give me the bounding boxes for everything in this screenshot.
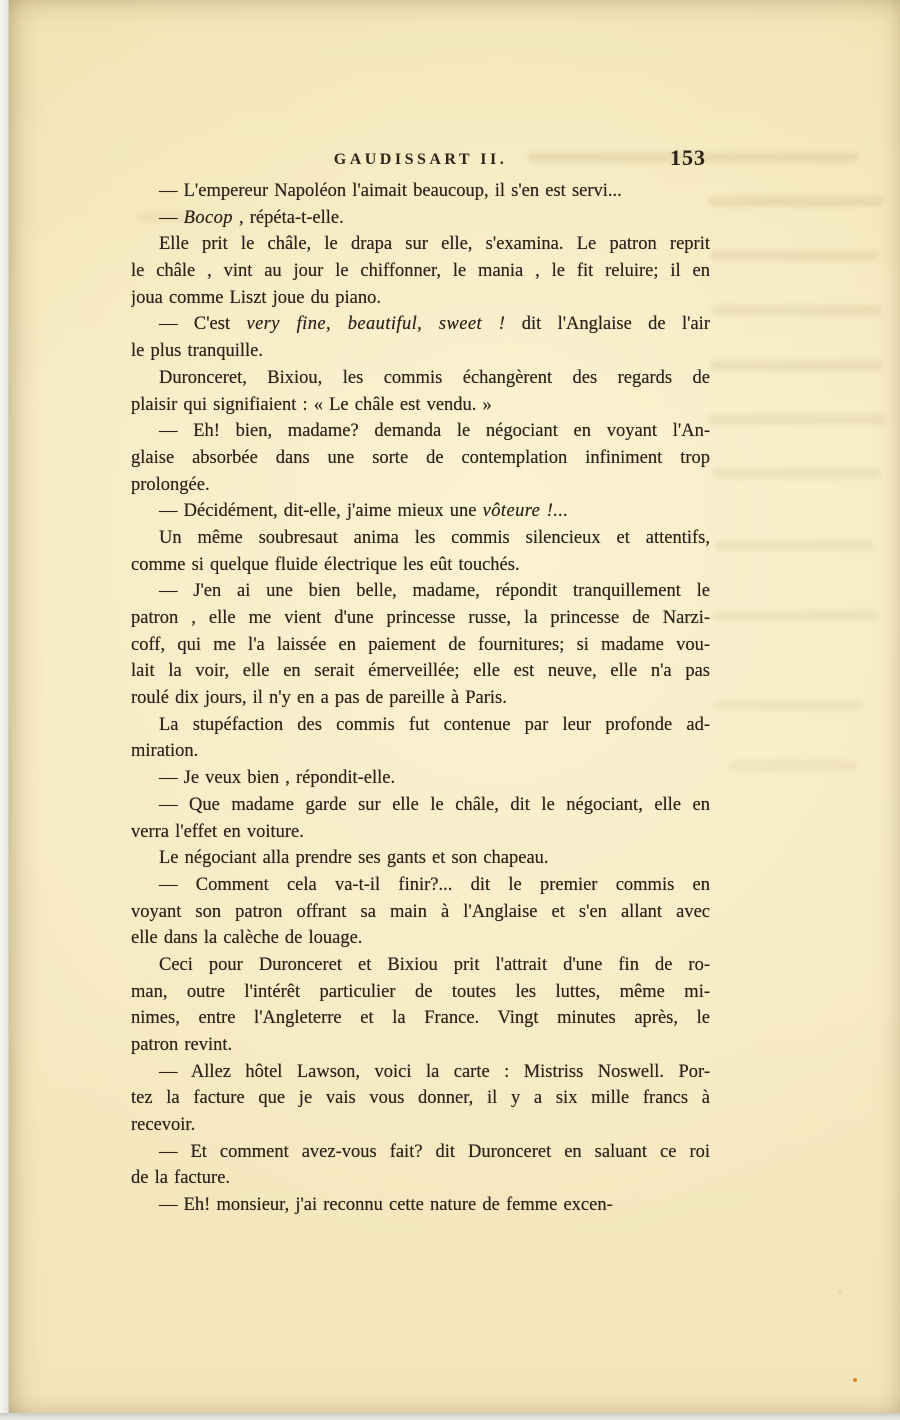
running-title: GAUDISSART II. [333, 151, 508, 168]
text-run: , répéta-t-elle. [232, 207, 344, 228]
scan-edge-left [0, 0, 9, 1420]
text-line [131, 1032, 710, 1059]
text-run: de la facture. [131, 1168, 231, 1189]
text-line [131, 205, 710, 232]
text-line [131, 712, 710, 739]
text-run: comme si quelque fluide électrique les eût touchés. [131, 554, 520, 575]
text-run: prolongée. [131, 474, 210, 495]
text-line [131, 658, 710, 685]
text-run: lait la voir, elle en serait émerveillée; elle est neuve, elle n'a pas [131, 661, 710, 682]
text-run: Ceci pour Duronceret et Bixiou prit l'attrait d'une fin de ro- [159, 954, 710, 975]
text-line [131, 1139, 710, 1166]
text-run: joua comme Liszt joue du piano. [131, 287, 381, 308]
text-line [131, 231, 710, 258]
text-run: nimes, entre l'Angleterre et la France. Vingt minutes après, le [131, 1008, 710, 1029]
text-line [131, 845, 710, 872]
text-line [131, 792, 710, 819]
text-run: tez la facture que je vais vous donner, il y a six mille francs à [131, 1088, 710, 1109]
text-run: plaisir qui signifiaient : « Le châle est vendu. » [131, 394, 492, 415]
text-run: — J'en ai une bien belle, madame, répondit tranquillement le [159, 581, 710, 602]
text-line [131, 1192, 710, 1219]
text-line [131, 765, 710, 792]
book-page [8, 0, 900, 1413]
text-run: elle dans la calèche de louage. [131, 928, 363, 949]
text-line [131, 605, 710, 632]
text-line [131, 365, 710, 392]
text-line [131, 578, 710, 605]
text-run: recevoir. [131, 1115, 196, 1136]
text-run: — Et comment avez-vous fait? dit Duronceret en saluant ce roi [159, 1141, 710, 1162]
text-run: le châle , vint au jour le chiffonner, le mania , le fit reluire; il en [131, 261, 710, 282]
scan-edge-bottom [0, 1413, 900, 1420]
text-line [131, 738, 710, 765]
text-line [131, 418, 710, 445]
text-run: roulé dix jours, il n'y en a pas de pareille à Paris. [131, 688, 507, 709]
text-line [131, 445, 710, 472]
text-line [131, 819, 710, 846]
text-run: — [159, 207, 184, 228]
text-line [131, 498, 710, 525]
text-line [131, 899, 710, 926]
text-block [131, 178, 710, 1219]
text-line [131, 1085, 710, 1112]
text-run: — Allez hôtel Lawson, voici la carte : Mistriss Noswell. Por- [159, 1061, 710, 1082]
text-line [131, 1059, 710, 1086]
text-run: — Que madame garde sur elle le châle, dit le négociant, elle en [159, 794, 710, 815]
text-run: — Eh! monsieur, j'ai reconnu cette nature de femme excen- [159, 1195, 613, 1216]
text-run: voyant son patron offrant sa main à l'Anglaise et s'en allant avec [131, 901, 710, 922]
page-number: 153 [670, 145, 706, 170]
text-line [131, 632, 710, 659]
text-line [131, 952, 710, 979]
text-line [131, 285, 710, 312]
text-run: — Décidément, dit-elle, j'aime mieux une [159, 501, 483, 522]
text-run: patron , elle me vient d'une princesse russe, la princesse de Narzi- [131, 608, 710, 628]
text-run: verra l'effet en voiture. [131, 821, 304, 842]
text-run: patron revint. [131, 1035, 233, 1055]
text-line [131, 552, 710, 579]
text-run: glaise absorbée dans une sorte de contemplation infiniment trop [131, 447, 710, 468]
text-line [131, 338, 710, 365]
italic-text-run: very fine, beautiful, sweet ! [246, 314, 506, 335]
text-line [131, 311, 710, 338]
text-line [131, 392, 710, 419]
text-run: La stupéfaction des commis fut contenue par leur profonde ad- [159, 714, 710, 735]
text-line [131, 1005, 710, 1032]
italic-text-run: vôteure !... [482, 501, 569, 522]
text-line [131, 979, 710, 1006]
text-line [131, 258, 710, 285]
text-run: man, outre l'intérêt particulier de toutes les luttes, même mi- [131, 981, 710, 1002]
text-run: — Comment cela va-t-il finir?... dit le premier commis en [159, 874, 710, 895]
text-run: coff, qui me l'a laissée en paiement de fournitures; si madame vou- [131, 634, 710, 655]
text-run: Elle prit le châle, le drapa sur elle, s'examina. Le patron reprit [159, 234, 710, 255]
text-run: Le négociant alla prendre ses gants et son chapeau. [159, 848, 549, 869]
text-run: miration. [131, 741, 199, 762]
text-run: — L'empereur Napoléon l'aimait beaucoup, il s'en est servi... [159, 181, 622, 201]
text-run: le plus tranquille. [131, 341, 263, 362]
text-run: Duronceret, Bixiou, les commis échangèrent des regards de [159, 367, 710, 388]
text-run: Un même soubresaut anima les commis silencieux et attentifs, [159, 527, 710, 548]
page-header [133, 147, 708, 179]
text-run: — Je veux bien , répondit-elle. [159, 768, 396, 789]
text-line [131, 685, 710, 712]
text-line [131, 872, 710, 899]
text-line [131, 1112, 710, 1139]
text-line [131, 1165, 710, 1192]
text-line [131, 525, 710, 552]
text-run: — Eh! bien, madame? demanda le négociant en voyant l'An- [159, 421, 710, 442]
italic-text-run: Bocop [183, 207, 233, 228]
text-run: — C'est [159, 314, 247, 335]
text-line [131, 925, 710, 952]
text-line [131, 178, 710, 205]
text-run: dit l'Anglaise de l'air [505, 314, 710, 335]
text-line [131, 472, 710, 499]
